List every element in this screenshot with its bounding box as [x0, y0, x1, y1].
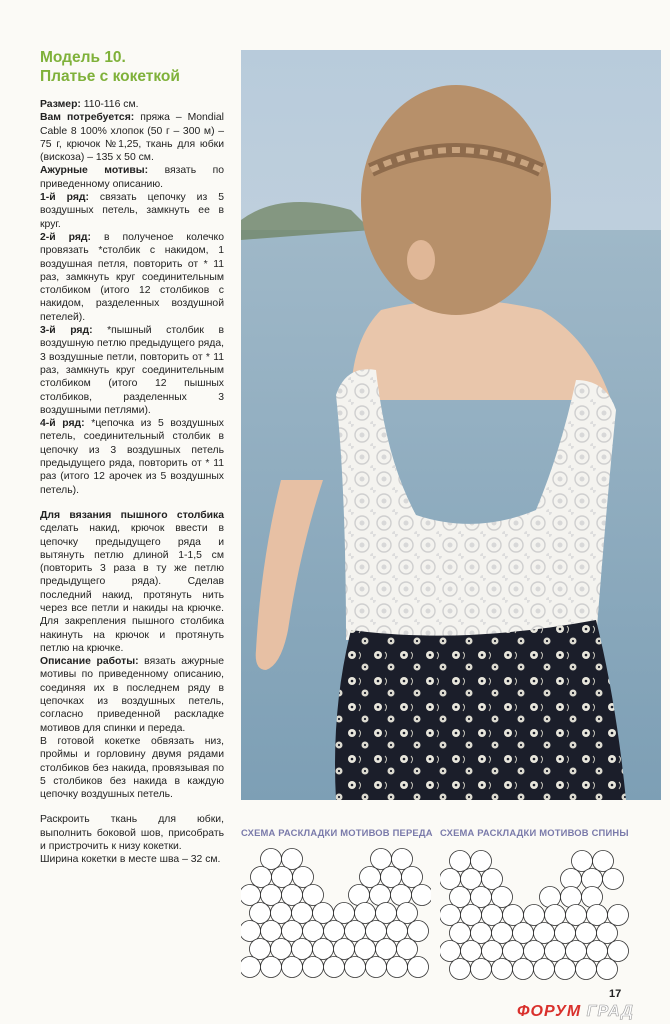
motif-circle: [492, 887, 513, 908]
motif-circle: [482, 869, 503, 890]
motif-circle: [561, 887, 582, 908]
instructions-text: [40, 98, 224, 867]
motif-circle: [345, 921, 366, 942]
motif-circle: [603, 869, 624, 890]
instruction-label: Ажурные мотивы:: [40, 165, 149, 177]
motif-circle: [303, 921, 324, 942]
motif-circle: [471, 959, 492, 980]
instruction-paragraph: [40, 735, 224, 801]
motif-circle: [387, 957, 408, 978]
motif-circle: [282, 849, 303, 870]
motif-circle: [555, 923, 576, 944]
motif-circle: [376, 939, 397, 960]
title-line-1: Модель 10.: [40, 49, 126, 66]
motif-circle: [471, 851, 492, 872]
instruction-label: Размер:: [40, 99, 81, 110]
motif-circle: [587, 941, 608, 962]
motif-circle: [355, 903, 376, 924]
motif-circle: [440, 905, 461, 926]
page-number: 17: [609, 988, 622, 1000]
motif-circle: [503, 941, 524, 962]
motif-circle: [576, 959, 597, 980]
motif-circle: [545, 941, 566, 962]
motif-circle: [282, 957, 303, 978]
motif-circle: [503, 905, 524, 926]
motif-circle: [271, 939, 292, 960]
motif-circle: [261, 885, 282, 906]
instruction-text: сделать накид, крючок ввести в цепочку предыдущего ряда и вытянуть петлю длиной 1-1,5 см (повторить 3 раза в ту же петлю предыдущего ряда). Сделав последний накид, протянуть нить через все петли и накиды на крючке. Для закрепления пышного столбика накинуть на крючок и протянуть петлю на крючке.: [40, 523, 224, 654]
motif-circle: [450, 851, 471, 872]
watermark-part2: ГРАД: [586, 1003, 634, 1020]
motif-circle: [492, 923, 513, 944]
motif-circle: [593, 851, 614, 872]
instruction-label: Вам потребуется:: [40, 112, 135, 124]
motif-circle: [366, 921, 387, 942]
motif-circle: [587, 905, 608, 926]
motif-circle: [608, 941, 629, 962]
motif-circle: [366, 957, 387, 978]
instruction-paragraph: [40, 191, 224, 231]
motif-circle: [582, 887, 603, 908]
motif-circle: [360, 867, 381, 888]
back-scheme-label: СХЕМА РАСКЛАДКИ МОТИВОВ СПИНЫ: [440, 827, 629, 838]
motif-circle: [293, 867, 314, 888]
motif-circle: [313, 903, 334, 924]
motif-circle: [471, 887, 492, 908]
instruction-text: *цепочка из 5 воздушных петель, соединительный столбик в цепочку из 3 воздушных петель предыдущего ряда, повторить от * 11 раз (итого 12 арочек из 5 воздушных петель).: [40, 418, 225, 496]
motif-circle: [292, 939, 313, 960]
motif-circle: [545, 905, 566, 926]
motif-circle: [282, 885, 303, 906]
motif-circle: [597, 923, 618, 944]
motif-circle: [251, 867, 272, 888]
motif-circle: [513, 923, 534, 944]
instruction-paragraph: [40, 231, 224, 324]
instruction-text: вязать ажурные мотивы по приведенному описанию, соединяя их в последнем ряду в цепочках из воздушных петель, согласно приведенной раскладке мотивов для спинки и переда.: [40, 656, 224, 734]
instruction-text: связать цепочку из 5 воздушных петель, замкнуть ее в круг.: [40, 192, 225, 230]
watermark: [517, 1003, 667, 1024]
instruction-paragraph: [40, 98, 224, 111]
instruction-label: 4-й ряд:: [40, 418, 85, 430]
motif-circle: [261, 921, 282, 942]
motif-circle: [440, 941, 461, 962]
motif-circle: [461, 905, 482, 926]
motif-circle: [597, 959, 618, 980]
instruction-paragraph: [40, 324, 224, 417]
motif-circle: [461, 941, 482, 962]
instruction-paragraph: [40, 853, 224, 866]
instruction-text: В готовой кокетке обвязать низ, проймы и горловину двумя рядами столбиков без накида, провязывая по 5 столбиков без накида в каждую цепочку воздушных петель.: [40, 735, 224, 801]
girl-photo: [241, 50, 661, 800]
instruction-text: вязать по приведенному описанию.: [40, 165, 224, 190]
motif-circle: [250, 903, 271, 924]
instruction-text: Ширина кокетки в месте шва – 32 см.: [40, 854, 221, 866]
instruction-text: пряжа – Mondial Cable 8 100% хлопок (50 г – 300 м) – 75 г, крючок №1,25, ткань для юбки (вискоза) – 135 х 50 см.: [40, 112, 224, 164]
motif-circle: [392, 849, 413, 870]
watermark-part1: ФОРУМ: [517, 1003, 582, 1020]
motif-circle: [371, 849, 392, 870]
instruction-text: Раскроить ткань для юбки, выполнить боковой шов, присобрать и пристрочить к низу кокетки.: [40, 814, 224, 853]
instruction-paragraph: [40, 509, 224, 655]
motif-circle: [376, 903, 397, 924]
instruction-label: 3-й ряд:: [40, 325, 93, 337]
instruction-label: Описание работы:: [40, 656, 139, 668]
motif-circle: [534, 923, 555, 944]
motif-circle: [241, 885, 261, 906]
motif-circle: [282, 921, 303, 942]
motif-circle: [524, 941, 545, 962]
instruction-text: 110-116 см.: [80, 99, 139, 110]
motif-circle: [250, 939, 271, 960]
motif-circle: [387, 921, 408, 942]
instruction-paragraph: [40, 111, 224, 164]
front-motif-scheme: [241, 847, 431, 982]
motif-circle: [450, 959, 471, 980]
motif-circle: [408, 957, 429, 978]
instruction-label: 2-й ряд:: [40, 231, 91, 243]
front-scheme-label: СХЕМА РАСКЛАДКИ МОТИВОВ ПЕРЕДА: [241, 827, 433, 838]
back-motif-scheme: [440, 847, 630, 982]
motif-circle: [334, 903, 355, 924]
motif-circle: [461, 869, 482, 890]
motif-circle: [261, 849, 282, 870]
motif-circle: [572, 851, 593, 872]
motif-circle: [313, 939, 334, 960]
motif-circle: [540, 887, 561, 908]
motif-circle: [555, 959, 576, 980]
motif-circle: [397, 903, 418, 924]
motif-circle: [271, 903, 292, 924]
motif-circle: [566, 905, 587, 926]
instruction-paragraph: [40, 655, 224, 735]
motif-circle: [482, 905, 503, 926]
instruction-label: 1-й ряд:: [40, 192, 89, 204]
motif-circle: [534, 959, 555, 980]
motif-circle: [345, 957, 366, 978]
instruction-paragraph: [40, 417, 224, 497]
motif-circle: [303, 885, 324, 906]
instruction-text: *пышный столбик в воздушную петлю предыдущего ряда, 3 воздушные петли, повторить от * 11 раз, замкнуть круг соединительным столбиком (итого 12 пышных столбиков, разделенных 3 воздушными петлями).: [40, 325, 224, 416]
motif-circle: [412, 885, 432, 906]
motif-circle: [513, 959, 534, 980]
instruction-label: Для вязания пышного столбика: [40, 509, 224, 521]
motif-circle: [324, 921, 345, 942]
motif-circle: [408, 921, 429, 942]
motif-circle: [608, 905, 629, 926]
motif-circle: [576, 923, 597, 944]
motif-circle: [524, 905, 545, 926]
motif-circle: [241, 921, 261, 942]
motif-circle: [334, 939, 355, 960]
motif-circle: [241, 957, 261, 978]
motif-circle: [292, 903, 313, 924]
motif-circle: [450, 923, 471, 944]
motif-circle: [492, 959, 513, 980]
title-line-2: Платье с кокеткой: [40, 68, 180, 85]
motif-circle: [355, 939, 376, 960]
motif-circle: [450, 887, 471, 908]
motif-circle: [261, 957, 282, 978]
motif-circle: [303, 957, 324, 978]
motif-circle: [566, 941, 587, 962]
motif-circle: [324, 957, 345, 978]
motif-circle: [471, 923, 492, 944]
motif-circle: [482, 941, 503, 962]
motif-circle: [397, 939, 418, 960]
motif-circle: [381, 867, 402, 888]
motif-circle: [440, 869, 461, 890]
motif-circle: [272, 867, 293, 888]
instruction-paragraph: [40, 164, 224, 191]
instruction-paragraph: [40, 813, 224, 853]
instruction-text: в полученое колечко провязать *столбик с накидом, 1 воздушная петля, повторить от * 11 раз, замкнуть круг соединительным столбиком (итого 12 столбиков с накидом, разделенных воздушной петелей).: [40, 231, 224, 323]
motif-circle: [402, 867, 423, 888]
article-title: [40, 48, 240, 86]
